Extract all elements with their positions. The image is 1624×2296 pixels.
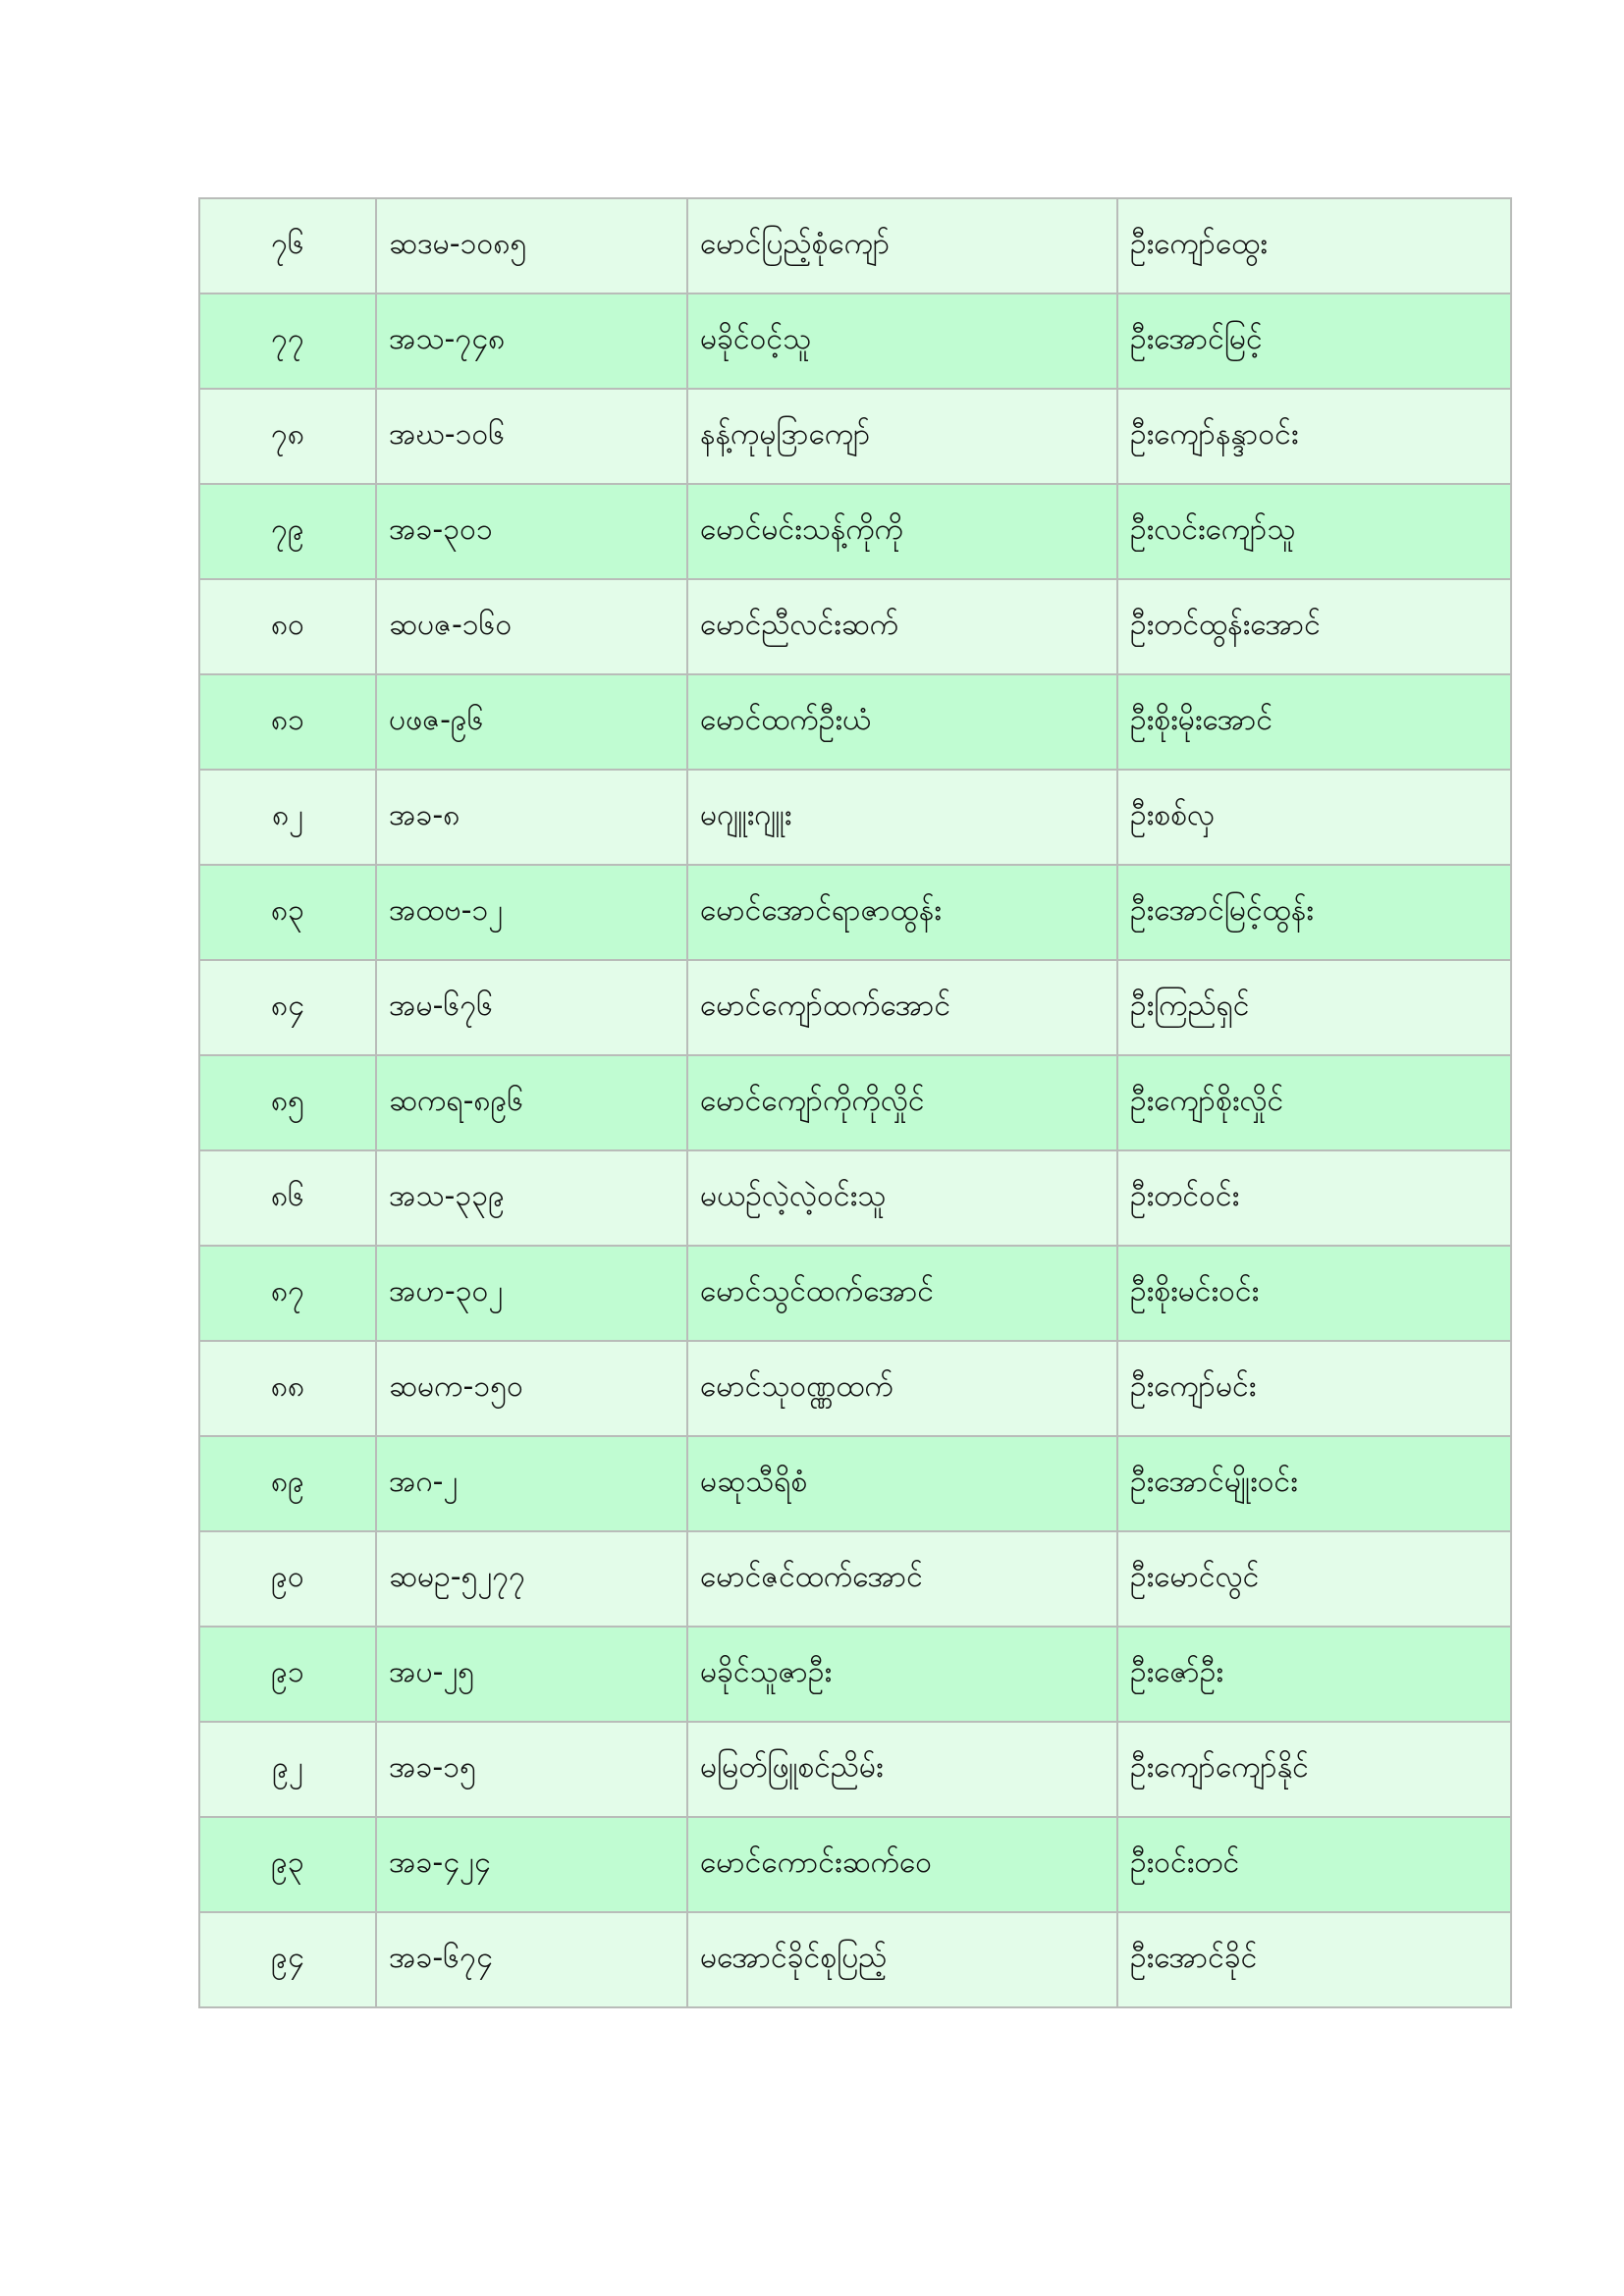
- roll-number-cell: ဆပဇ-၁၆၀: [376, 579, 687, 674]
- roll-number-cell: အပ-၂၅: [376, 1627, 687, 1722]
- father-name-cell: ဦးကျော်ထွေး: [1117, 198, 1511, 294]
- roll-number-cell: အဟ-၃၀၂: [376, 1246, 687, 1341]
- results-table: [198, 197, 1512, 2008]
- roll-number-cell: အခ-၆၇၄: [376, 1912, 687, 2007]
- father-name-cell: ဦးကျော်ကျော်နိုင်: [1117, 1722, 1511, 1817]
- serial-number-cell: ၇၈: [199, 389, 376, 484]
- table-row: [199, 1722, 1511, 1817]
- student-name-cell: မောင်ကောင်းဆက်ဝေ: [687, 1817, 1117, 1912]
- serial-number-cell: ၈၂: [199, 770, 376, 865]
- serial-number-cell: ၇၆: [199, 198, 376, 294]
- student-name-cell: မောင်မင်းသန့်ကိုကို: [687, 484, 1117, 579]
- roll-number-cell: ဆမက-၁၅၀: [376, 1341, 687, 1436]
- serial-number-cell: ၉၁: [199, 1627, 376, 1722]
- table-row: [199, 198, 1511, 294]
- father-name-cell: ဦးတင်ထွန်းအောင်: [1117, 579, 1511, 674]
- father-name-cell: ဦးဝင်းတင်: [1117, 1817, 1511, 1912]
- results-table-body: [199, 198, 1511, 2007]
- student-name-cell: မောင်ပြည့်စုံကျော်: [687, 198, 1117, 294]
- father-name-cell: ဦးအောင်မျိုးဝင်း: [1117, 1436, 1511, 1531]
- serial-number-cell: ၉၂: [199, 1722, 376, 1817]
- student-name-cell: မောင်သုဝဏ္ဏထက်: [687, 1341, 1117, 1436]
- student-name-cell: မဆုသီရိစံ: [687, 1436, 1117, 1531]
- serial-number-cell: ၇၉: [199, 484, 376, 579]
- student-name-cell: မောင်ထက်ဦးယံ: [687, 674, 1117, 770]
- table-row: [199, 389, 1511, 484]
- table-row: [199, 1246, 1511, 1341]
- serial-number-cell: ၉၃: [199, 1817, 376, 1912]
- father-name-cell: ဦးဇော်ဦး: [1117, 1627, 1511, 1722]
- father-name-cell: ဦးကျော်စိုးလှိုင်: [1117, 1055, 1511, 1150]
- father-name-cell: ဦးလင်းကျော်သူ: [1117, 484, 1511, 579]
- serial-number-cell: ၈၉: [199, 1436, 376, 1531]
- father-name-cell: ဦးစစ်လှ: [1117, 770, 1511, 865]
- serial-number-cell: ၈၁: [199, 674, 376, 770]
- father-name-cell: ဦးတင်ဝင်း: [1117, 1150, 1511, 1246]
- serial-number-cell: ၇၇: [199, 294, 376, 389]
- serial-number-cell: ၈၆: [199, 1150, 376, 1246]
- roll-number-cell: ပဖဇ-၉၆: [376, 674, 687, 770]
- serial-number-cell: ၈၀: [199, 579, 376, 674]
- father-name-cell: ဦးအောင်မြင့်ထွန်း: [1117, 865, 1511, 960]
- serial-number-cell: ၉၄: [199, 1912, 376, 2007]
- father-name-cell: ဦးစိုးမင်းဝင်း: [1117, 1246, 1511, 1341]
- roll-number-cell: အထဗ-၁၂: [376, 865, 687, 960]
- student-name-cell: မအောင်ခိုင်စုပြည့်: [687, 1912, 1117, 2007]
- table-row: [199, 484, 1511, 579]
- roll-number-cell: အခ-၈: [376, 770, 687, 865]
- roll-number-cell: အခ-၃၀၁: [376, 484, 687, 579]
- table-row: [199, 579, 1511, 674]
- roll-number-cell: အမ-၆၇၆: [376, 960, 687, 1055]
- roll-number-cell: ဆမဥ-၅၂၇၇: [376, 1531, 687, 1627]
- roll-number-cell: အသ-၃၃၉: [376, 1150, 687, 1246]
- table-row: [199, 1341, 1511, 1436]
- table-row: [199, 1531, 1511, 1627]
- table-row: [199, 674, 1511, 770]
- father-name-cell: ဦးကြည်ရှင်: [1117, 960, 1511, 1055]
- table-row: [199, 1627, 1511, 1722]
- student-name-cell: မောင်ညီလင်းဆက်: [687, 579, 1117, 674]
- father-name-cell: ဦးကျော်နန္ဒာဝင်း: [1117, 389, 1511, 484]
- table-row: [199, 1436, 1511, 1531]
- serial-number-cell: ၈၈: [199, 1341, 376, 1436]
- student-name-cell: မောင်သွင်ထက်အောင်: [687, 1246, 1117, 1341]
- father-name-cell: ဦးစိုးမိုးအောင်: [1117, 674, 1511, 770]
- father-name-cell: ဦးကျော်မင်း: [1117, 1341, 1511, 1436]
- father-name-cell: ဦးအောင်ခိုင်: [1117, 1912, 1511, 2007]
- serial-number-cell: ၉၀: [199, 1531, 376, 1627]
- table-row: [199, 865, 1511, 960]
- student-name-cell: မောင်ကျော်ကိုကိုလှိုင်: [687, 1055, 1117, 1150]
- student-name-cell: နန့်ကုမုဒြာကျော်: [687, 389, 1117, 484]
- table-row: [199, 770, 1511, 865]
- student-name-cell: မောင်ဇင်ထက်အောင်: [687, 1531, 1117, 1627]
- father-name-cell: ဦးအောင်မြင့်: [1117, 294, 1511, 389]
- table-row: [199, 294, 1511, 389]
- table-row: [199, 960, 1511, 1055]
- roll-number-cell: အဂ-၂: [376, 1436, 687, 1531]
- student-name-cell: မယဉ်လဲ့လဲ့ဝင်းသူ: [687, 1150, 1117, 1246]
- student-name-cell: မောင်ကျော်ထက်အောင်: [687, 960, 1117, 1055]
- roll-number-cell: အသ-၇၄၈: [376, 294, 687, 389]
- roll-number-cell: အခ-၁၅: [376, 1722, 687, 1817]
- student-name-cell: မခိုင်သူဇာဦး: [687, 1627, 1117, 1722]
- serial-number-cell: ၈၅: [199, 1055, 376, 1150]
- student-name-cell: မမြတ်ဖြူစင်ညိမ်း: [687, 1722, 1117, 1817]
- roll-number-cell: အဃ-၁၀၆: [376, 389, 687, 484]
- student-name-cell: မောင်အောင်ရာဇာထွန်း: [687, 865, 1117, 960]
- table-row: [199, 1055, 1511, 1150]
- roll-number-cell: အခ-၄၂၄: [376, 1817, 687, 1912]
- student-name-cell: မဂျူးဂျူး: [687, 770, 1117, 865]
- table-row: [199, 1817, 1511, 1912]
- roll-number-cell: ဆကရ-၈၉၆: [376, 1055, 687, 1150]
- roll-number-cell: ဆဒမ-၁၀၈၅: [376, 198, 687, 294]
- student-name-cell: မခိုင်ဝင့်သူ: [687, 294, 1117, 389]
- serial-number-cell: ၈၇: [199, 1246, 376, 1341]
- serial-number-cell: ၈၄: [199, 960, 376, 1055]
- table-row: [199, 1912, 1511, 2007]
- serial-number-cell: ၈၃: [199, 865, 376, 960]
- table-row: [199, 1150, 1511, 1246]
- father-name-cell: ဦးမောင်လွင်: [1117, 1531, 1511, 1627]
